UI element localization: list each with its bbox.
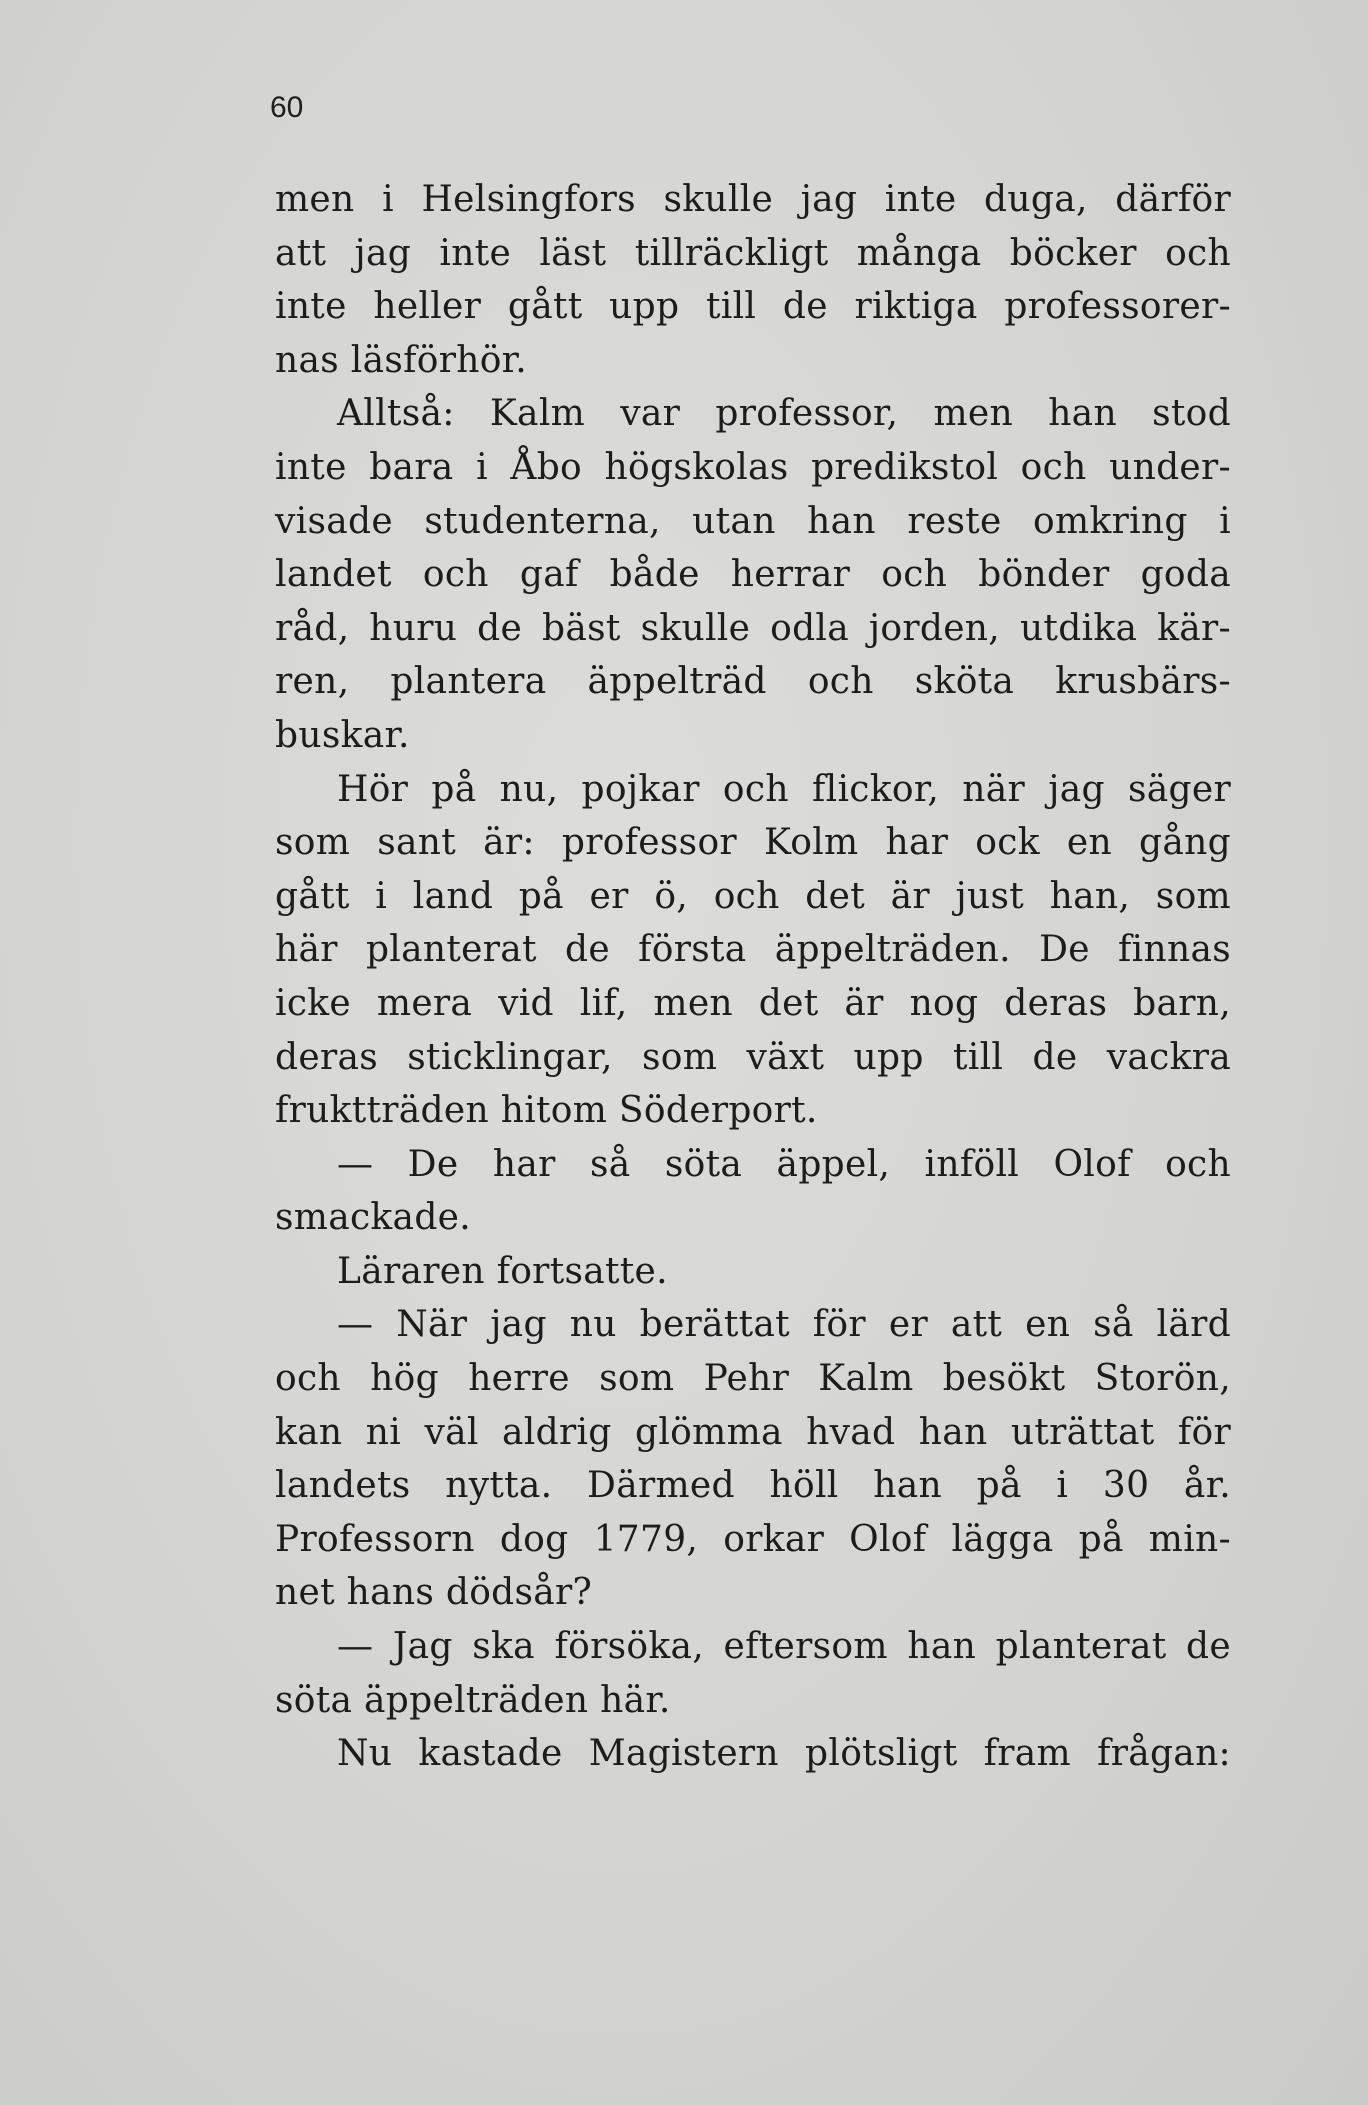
text-line: buskar.: [275, 714, 410, 756]
text-line: Hör på nu, pojkar och flickor, när jag säger: [337, 768, 1231, 810]
text-line: gått i land på er ö, och det är just han, som: [275, 875, 1231, 917]
body-text: [275, 173, 1231, 1781]
text-line: Nu kastade Magistern plötsligt fram frågan:: [337, 1733, 1231, 1775]
text-line: Alltså: Kalm var professor, men han stod: [337, 393, 1231, 435]
text-line: här planterat de första äppelträden. De finnas: [275, 929, 1231, 971]
text-line: Professorn dog 1779, orkar Olof lägga på min-: [275, 1518, 1231, 1560]
text-line: — När jag nu berättat för er att en så lärd: [337, 1304, 1231, 1346]
text-line: — Jag ska försöka, eftersom han planterat de: [337, 1626, 1231, 1668]
text-line: deras sticklingar, som växt upp till de vackra: [275, 1036, 1231, 1078]
text-line: men i Helsingfors skulle jag inte duga, därför: [275, 179, 1231, 220]
text-line: nas läsförhör.: [275, 339, 527, 381]
text-line: att jag inte läst tillräckligt många böcker och: [275, 232, 1231, 274]
text-line: kan ni väl aldrig glömma hvad han uträttat för: [275, 1411, 1231, 1453]
text-line: inte heller gått upp till de riktiga professorer-: [275, 286, 1231, 328]
text-line: ren, plantera äppelträd och sköta krusbärs-: [275, 661, 1231, 703]
text-line: inte bara i Åbo högskolas predikstol och under-: [275, 446, 1231, 488]
text-line: icke mera vid lif, men det är nog deras barn,: [275, 982, 1231, 1024]
text-line: som sant är: professor Kolm har ock en gång: [275, 822, 1231, 864]
text-line: net hans dödsår?: [275, 1572, 593, 1614]
text-line: söta äppelträden här.: [275, 1679, 671, 1721]
text-line: smackade.: [275, 1197, 472, 1239]
text-line: och hög herre som Pehr Kalm besökt Storön,: [275, 1358, 1231, 1400]
text-line: Läraren fortsatte.: [337, 1250, 668, 1292]
text-line: visade studenterna, utan han reste omkring i: [275, 500, 1231, 542]
text-line: landets nytta. Därmed höll han på i 30 år.: [275, 1465, 1231, 1507]
text-line: fruktträden hitom Söderport.: [275, 1090, 818, 1132]
text-line: råd, huru de bäst skulle odla jorden, utdika kär-: [275, 607, 1231, 649]
text-line: — De har så söta äppel, inföll Olof och: [337, 1143, 1231, 1185]
page-number: 60: [270, 91, 304, 124]
text-line: landet och gaf både herrar och bönder goda: [275, 554, 1231, 596]
